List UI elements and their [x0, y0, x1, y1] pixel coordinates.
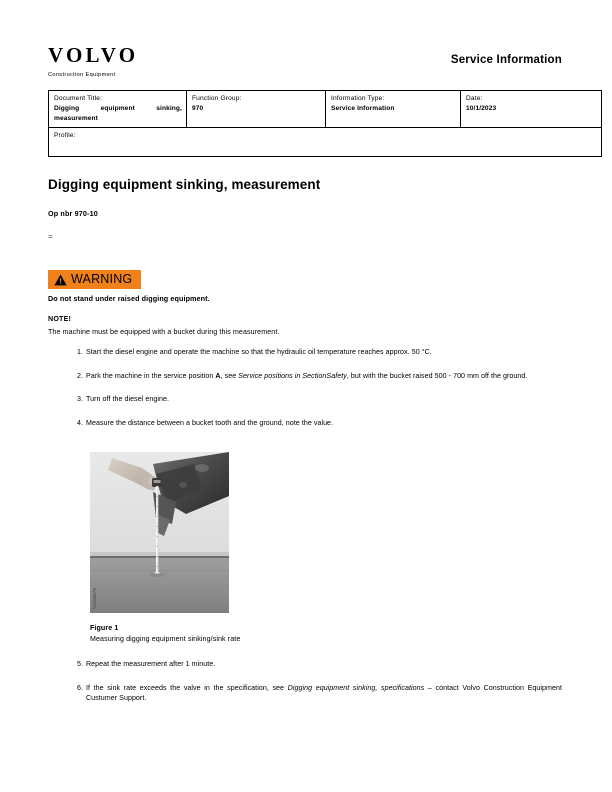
metadata-value: Service Information [331, 105, 395, 112]
volvo-logo [48, 44, 138, 78]
list-item [72, 394, 562, 405]
figure-caption [90, 623, 420, 645]
metadata-cell-profile [49, 128, 602, 157]
step-number: 3. [76, 395, 83, 403]
metadata-cell-document-title [49, 91, 187, 128]
figure-image-container [90, 452, 229, 613]
volvo-wordmark: VOLVO [48, 43, 139, 67]
table-row [49, 128, 602, 157]
list-item [72, 683, 562, 704]
table-row [49, 91, 602, 128]
list-item [72, 347, 562, 358]
equals-marker: = [48, 232, 53, 241]
warning-label: WARNING [71, 272, 133, 286]
figure-description: Measuring digging equipment sinking/sink rate [90, 635, 241, 643]
step-number: 4. [76, 418, 83, 427]
metadata-label: Date: [466, 95, 483, 102]
step-text: Start the diesel engine and operate the machine so that the hydraulic oil temperature reaches approx. 50 °C. [86, 348, 432, 356]
metadata-cell-information-type [326, 91, 461, 128]
step-number: 6. [76, 683, 83, 692]
list-item [72, 659, 562, 670]
figure-reference-code: V1115678 [92, 588, 97, 609]
volvo-division-label: Construction Equipment [48, 72, 116, 78]
procedure-steps-before-figure [72, 347, 562, 441]
figure-title: Figure 1 [90, 624, 119, 632]
metadata-label: Function Group: [192, 95, 242, 102]
warning-triangle-icon [54, 274, 67, 286]
warning-text: Do not stand under raised digging equipment. [48, 294, 210, 303]
list-item [72, 371, 562, 382]
metadata-label: Profile: [54, 132, 76, 139]
warning-banner [48, 270, 141, 289]
operation-number: Op nbr 970-10 [48, 209, 98, 218]
document-metadata-table [48, 90, 602, 157]
measurement-photo [90, 452, 229, 613]
procedure-steps-after-figure [72, 659, 562, 717]
step-text: Repeat the measurement after 1 minute. [86, 660, 216, 668]
metadata-cell-function-group [187, 91, 326, 128]
metadata-cell-date [461, 91, 602, 128]
step-number: 2. [76, 371, 83, 380]
metadata-value: Digging equipment sinking, measurement [54, 105, 182, 122]
step-text: If the sink rate exceeds the valve in the specification, see Digging equipment sinking, specifications – contact Volvo Construction Equipment Custumer Support. [86, 683, 562, 702]
metadata-value: 10/1/2023 [466, 105, 497, 112]
step-text: Park the machine in the service position A, see Service positions in SectionSafety, but with the bucket raised 500 - 700 mm off the ground. [86, 371, 528, 380]
note-text: The machine must be equipped with a bucket during this measurement. [48, 328, 280, 336]
step-number: 5. [76, 660, 83, 668]
list-item [72, 418, 562, 429]
step-text: Turn off the diesel engine. [86, 395, 169, 403]
metadata-value: 970 [192, 105, 204, 112]
page-header [48, 44, 562, 84]
step-number: 1. [76, 348, 83, 356]
metadata-label: Information Type: [331, 95, 385, 102]
service-information-heading: Service Information [450, 54, 562, 66]
page-title: Digging equipment sinking, measurement [48, 177, 321, 192]
note-heading: NOTE! [48, 315, 72, 323]
metadata-label: Document Title: [54, 95, 103, 102]
step-text: Measure the distance between a bucket tooth and the ground, note the value. [86, 418, 334, 427]
